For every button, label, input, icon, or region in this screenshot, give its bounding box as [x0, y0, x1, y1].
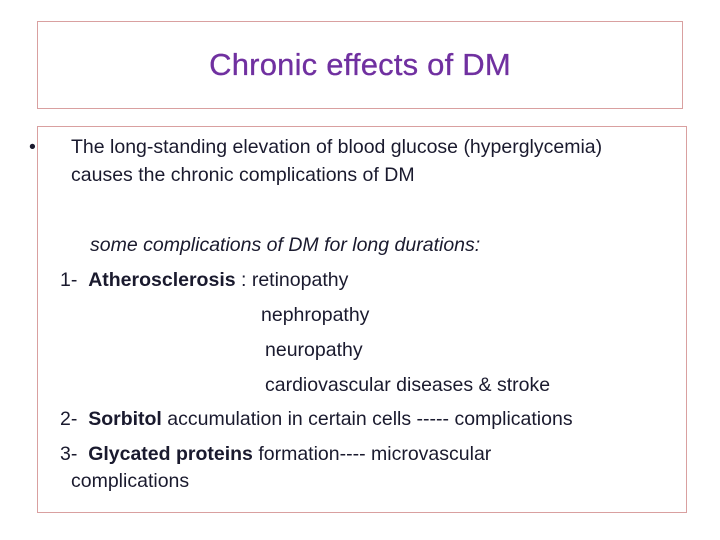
sub-item: neuropathy	[265, 339, 363, 361]
subheading: some complications of DM for long durations:	[90, 234, 481, 256]
item-number: 3-	[60, 443, 78, 465]
item-term: Sorbitol	[88, 408, 162, 430]
list-item-1	[60, 268, 348, 292]
slide-title: Chronic effects of DM	[209, 47, 511, 82]
item-continuation: complications	[71, 470, 190, 492]
item-text: formation---- microvascular	[252, 443, 492, 465]
item-text: accumulation in certain cells ----- complications	[161, 408, 573, 430]
sub-item: nephropathy	[261, 304, 370, 326]
sub-item: cardiovascular diseases & stroke	[265, 374, 551, 396]
item-number: 2-	[60, 408, 78, 430]
bullet-dot: •	[29, 136, 36, 158]
title-box	[37, 21, 683, 109]
item-text: : retinopathy	[235, 269, 349, 291]
bullet-line-1: The long-standing elevation of blood glucose (hyperglycemia)	[71, 136, 603, 158]
item-term: Atherosclerosis	[88, 269, 236, 291]
list-item-3	[60, 442, 491, 466]
list-item-2	[60, 407, 573, 431]
bullet-line-2: causes the chronic complications of DM	[71, 164, 415, 186]
item-term: Glycated proteins	[88, 443, 253, 465]
item-number: 1-	[60, 269, 78, 291]
content-box	[29, 126, 687, 513]
